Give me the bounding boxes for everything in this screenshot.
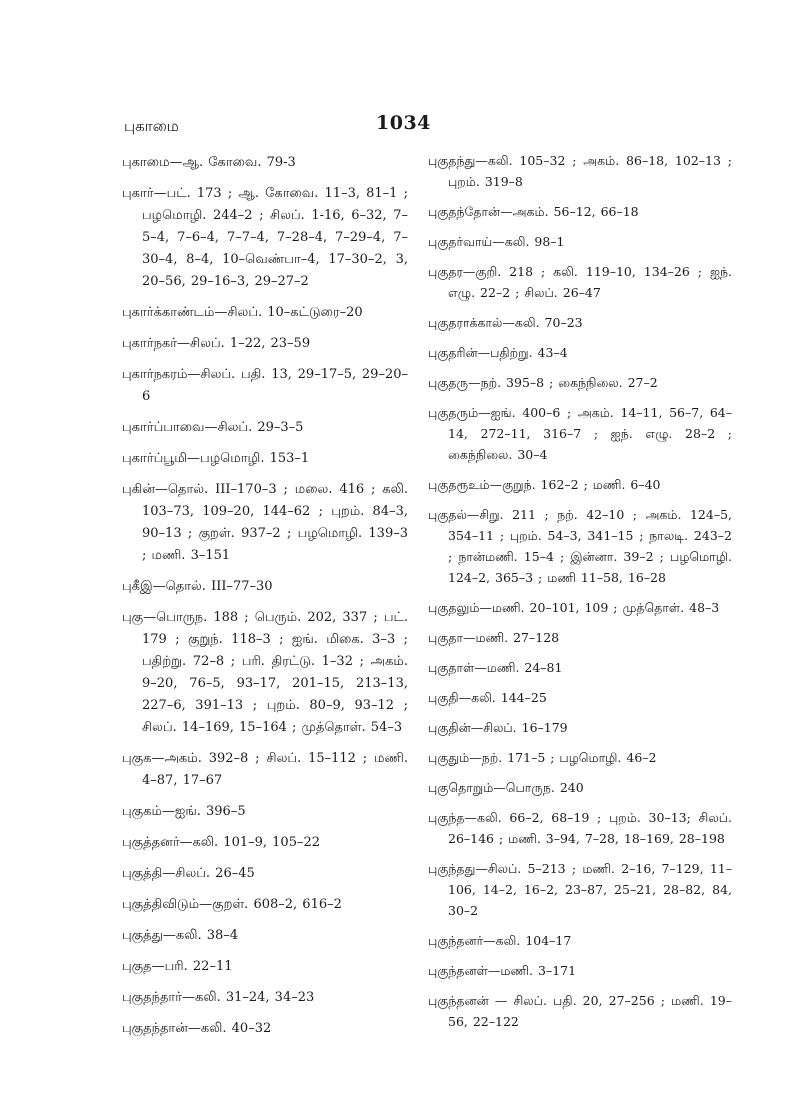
index-entry: புகின்—தொல். III–170–3 ; மலை. 416 ; கலி. 103–73, 109–20, 144–62 ; புறம். 84–3, 90–13 ; குறள். 937–2 ; பழமொழி. 139–3 ; மணி. 3–151	[122, 482, 408, 563]
index-entry: புகார்—பட். 173 ; ஆ. கோவை. 11–3, 81–1 ; பழமொழி. 244–2 ; சிலப். 1-16, 6–32, 7–5–4, 7–6–4, 7–7–4, 7–28–4, 7–29–4, 7–30–4, 8–4, 10–வெண்பா–4, 17–30–2, 3, 20–56, 29–16–3, 29–27–2	[122, 186, 408, 289]
index-entry: புகுதரின்—பதிற்று. 43–4	[428, 345, 568, 360]
index-entry: புகுந்தனர்—கலி. 104–17	[428, 933, 572, 948]
index-entry: புகுத்தனர்—கலி. 101–9, 105–22	[122, 835, 321, 850]
index-entry: புகார்க்காண்டம்—சிலப். 10–கட்டுரை–20	[122, 305, 363, 320]
index-entry: புகார்ப்பூமி—பழமொழி. 153–1	[122, 451, 310, 466]
index-entry: புகுத்தி—சிலப். 26–45	[122, 866, 255, 881]
index-entry: புகுத்திவிடும்—குறள். 608–2, 616–2	[122, 897, 342, 912]
index-entry: புகுதும்—நற். 171–5 ; பழமொழி. 46–2	[428, 750, 657, 765]
index-entry: புகுந்தனன் — சிலப். பதி. 20, 27–256 ; மணி. 19–56, 22–122	[428, 993, 732, 1029]
index-entry: புகுக—அகம். 392–8 ; சிலப். 15–112 ; மணி. 4–87, 17–67	[122, 751, 408, 788]
index-entry: புகுத—பரி. 22–11	[122, 959, 233, 974]
index-entry: புகுதாள்—மணி. 24–81	[428, 660, 563, 675]
index-entry: புகார்நகரம்—சிலப். பதி. 13, 29–17–5, 29–20–6	[122, 367, 408, 404]
index-entry: புகுந்த—கலி. 66–2, 68–19 ; புறம். 30–13; சிலப். 26–146 ; மணி. 3–94, 7–28, 18–169, 28–198	[428, 810, 732, 846]
index-entry: புகுதந்தார்—கலி. 31–24, 34–23	[122, 990, 315, 1005]
index-entry: புகுகம்—ஐங். 396–5	[122, 804, 246, 819]
index-entry: புகுத்து—கலி. 38–4	[122, 928, 239, 943]
index-entry: புகுதந்து—கலி. 105–32 ; அகம். 86–18, 102–13 ; புறம். 319–8	[428, 153, 732, 189]
index-entry: புகுதலும்—மணி. 20–101, 109 ; முத்தொள். 48–3	[428, 600, 720, 615]
index-entry: புகுதா—மணி. 27–128	[428, 630, 560, 645]
index-entry: புகுதராக்கால்—கலி. 70–23	[428, 315, 583, 330]
index-entry: புகாமை—ஆ. கோவை. 79-3	[122, 155, 296, 170]
index-entry: புகுதின்—சிலப். 16–179	[428, 720, 568, 735]
index-entry: புகுதர்வாய்—கலி. 98–1	[428, 234, 565, 249]
index-entry: புகுதல்—சிறு. 211 ; நற். 42–10 ; அகம். 124–5, 354–11 ; புறம். 54–3, 341–15 ; நாலடி. 243–2 ; நான்மணி. 15–4 ; இன்னா. 39–2 ; பழமொழி. 124–2, 365–3 ; மணி 11–58, 16–28	[428, 507, 732, 585]
index-entry: புகுதொறும்—பொருந. 240	[428, 780, 584, 795]
index-entry: புகுதந்தோன்—அகம். 56–12, 66–18	[428, 204, 639, 219]
index-entry: புகுதரும்—ஐங். 400–6 ; அகம். 14–11, 56–7, 64–14, 272–11, 316–7 ; ஐந். எழு. 28–2 ; கைந்நிலை. 30–4	[428, 405, 732, 462]
index-entry: புகுதரு—நற். 395–8 ; கைந்நிலை. 27–2	[428, 375, 658, 390]
right-column	[428, 150, 732, 1041]
index-entry: புகுதரூஉம்—குறுந். 162–2 ; மணி. 6–40	[428, 477, 661, 492]
index-entry: புகுதி—கலி. 144–25	[428, 690, 547, 705]
index-entry: புகுதந்தான்—கலி. 40–32	[122, 1021, 272, 1036]
index-entry: புகார்நகர்—சிலப். 1–22, 23–59	[122, 336, 311, 351]
index-entry: புகீஇ—தொல். III–77–30	[122, 579, 273, 594]
index-entry: புகுதர—குறி. 218 ; கலி. 119–10, 134–26 ; ஐந். எழு. 22–2 ; சிலப். 26–47	[428, 264, 732, 300]
index-entry: புகுந்தது—சிலப். 5–213 ; மணி. 2–16, 7–129, 11–106, 14–2, 16–2, 23–87, 25–21, 28–82, 84, 30–2	[428, 861, 732, 918]
left-column	[122, 152, 408, 1049]
page-number: 1034	[376, 112, 431, 134]
index-entry: புகுந்தனள்—மணி. 3–171	[428, 963, 577, 978]
running-head: புகாமை	[124, 117, 179, 135]
index-entry: புகு—பொருந. 188 ; பெரும். 202, 337 ; பட். 179 ; குறுந். 118–3 ; ஐங். மிகை. 3–3 ; பதிற்று. 72–8 ; பரி. திரட்டு. 1–32 ; அகம். 9–20, 76–5, 93–17, 201–15, 213–13, 227–6, 391–13 ; புறம். 80–9, 93–12 ; சிலப். 14–169, 15–164 ; முத்தொள். 54–3	[122, 610, 408, 735]
index-entry: புகார்ப்பாவை—சிலப். 29–3–5	[122, 420, 304, 435]
